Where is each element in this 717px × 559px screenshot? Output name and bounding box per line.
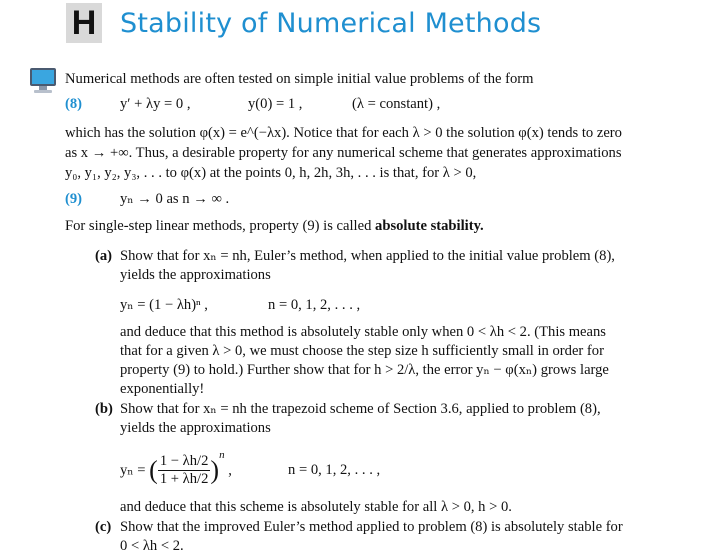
part-a-line: that for a given λ > 0, we must choose the step size h sufficiently small in order for	[120, 343, 604, 359]
fraction	[158, 453, 211, 488]
equation-8-tag: (8)	[65, 96, 83, 112]
part-b-line: yields the approximations	[120, 420, 271, 436]
part-a-line: Show that for xₙ = nh, Euler’s method, when applied to the initial value problem (8),	[120, 248, 615, 264]
part-a-line: exponentially!	[120, 381, 205, 397]
part-a-line: yields the approximations	[120, 267, 271, 283]
fraction-denominator: 1 + λh/2	[159, 471, 209, 488]
paragraph-line: which has the solution φ(x) = e^(−λx). Notice that for each λ > 0 the solution φ(x) tends to zero	[65, 125, 622, 141]
part-a-line: and deduce that this method is absolutely stable only when 0 < λh < 2. (This means	[120, 324, 606, 340]
part-b-equation-lhs: yₙ =	[120, 462, 146, 479]
part-b-equation	[120, 446, 232, 488]
paragraph-line: y₀, y₁, y₂, y₃, . . . to φ(x) at the points 0, h, 2h, 3h, . . . is that, for λ > 0,	[65, 165, 477, 181]
part-b-line: Show that for xₙ = nh the trapezoid scheme of Section 3.6, applied to problem (8),	[120, 401, 601, 417]
comma: ,	[228, 462, 232, 479]
paragraph-line: as x → +∞. Thus, a desirable property for any numerical scheme that generates approximations	[65, 145, 622, 161]
equation-8-ode: y′ + λy = 0 ,	[120, 96, 191, 112]
part-a-equation: yₙ = (1 − λh)ⁿ ,	[120, 297, 208, 313]
part-c-label: (c)	[95, 519, 112, 535]
equation-8-initial-condition: y(0) = 1 ,	[248, 96, 303, 112]
definition-text: For single-step linear methods, property (9) is called	[65, 218, 372, 234]
part-c-line: 0 < λh < 2.	[120, 538, 184, 554]
part-c-line: Show that the improved Euler’s method applied to problem (8) is absolutely stable for	[120, 519, 623, 535]
part-a-label: (a)	[95, 248, 113, 264]
part-a-index-range: n = 0, 1, 2, . . . ,	[268, 297, 361, 313]
part-b-label: (b)	[95, 401, 113, 417]
section-letter: H	[66, 3, 102, 43]
part-b-index-range: n = 0, 1, 2, . . . ,	[288, 462, 381, 478]
exponent: n	[219, 449, 225, 461]
part-b-line: and deduce that this scheme is absolutely stable for all λ > 0, h > 0.	[120, 499, 512, 515]
fraction-numerator: 1 − λh/2	[159, 453, 209, 470]
right-paren: )	[210, 455, 220, 485]
equation-8-condition: (λ = constant) ,	[352, 96, 441, 112]
computer-icon	[28, 66, 58, 96]
section-title: Stability of Numerical Methods	[120, 8, 542, 39]
definition-term: absolute stability.	[375, 218, 484, 234]
equation-9-tag: (9)	[65, 191, 83, 207]
left-paren: (	[149, 455, 158, 485]
equation-9-body: yₙ → 0 as n → ∞ .	[120, 191, 230, 207]
intro-text: Numerical methods are often tested on simple initial value problems of the form	[65, 71, 534, 87]
part-a-line: property (9) to hold.) Further show that for h > 2/λ, the error yₙ − φ(xₙ) grows large	[120, 362, 609, 378]
definition-line	[65, 217, 484, 237]
